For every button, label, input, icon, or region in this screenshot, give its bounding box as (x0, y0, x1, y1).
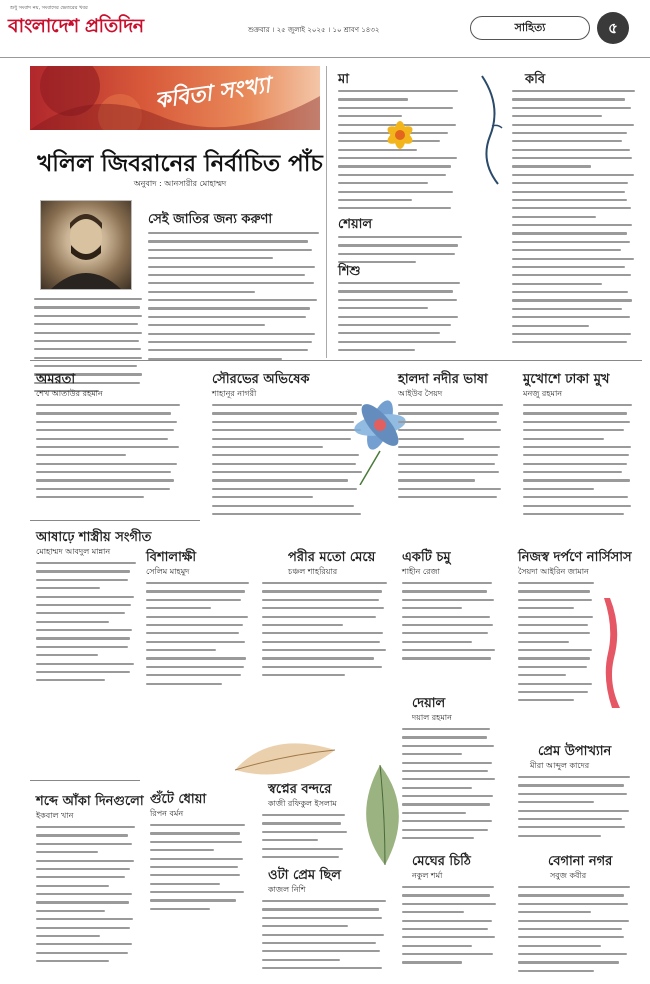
poem-body (518, 776, 636, 843)
poem-author: সৈয়দা আইরিন জামান (518, 567, 589, 576)
face-illustration (472, 66, 512, 186)
banner-title: কবিতা সংখ্যা (153, 72, 272, 114)
dateline: শুক্রবার । ২৫ জুলাই ২০২৫ । ১০ শ্রাবণ ১৪৩২ (248, 26, 380, 34)
feature-title: খলিল জিবরানের নির্বাচিত পাঁচ (37, 151, 323, 177)
section-label: সাহিত্য (470, 16, 590, 40)
poem-body (402, 728, 502, 845)
poem-body (262, 900, 392, 975)
poem-body (518, 886, 636, 978)
poem-author: মোহাম্মদ আবদুল মান্নান (36, 547, 111, 556)
poem-body (338, 282, 466, 357)
poem-body (398, 404, 508, 505)
portrait-figure (41, 201, 131, 289)
poem-author: সেলিম মাহমুদ (146, 567, 190, 576)
poem-author: চঞ্চল শাহরিয়ার (288, 567, 338, 576)
poem-body (150, 824, 250, 916)
poem-body (518, 582, 598, 708)
poem-body (146, 582, 254, 691)
poem-body (402, 582, 502, 666)
poem-body (36, 826, 140, 968)
poem-title: দেয়াল (412, 696, 446, 711)
poem-title: অমরতা (36, 372, 76, 387)
author-portrait (40, 200, 132, 290)
poem-author: শাহানূর নাগরী (212, 389, 257, 398)
poem-title: পরীর মতো মেয়ে (288, 550, 376, 565)
newspaper-logo: বাংলাদেশ প্রতিদিন (8, 15, 144, 37)
poem-title: মুখোশে ঢাকা মুখ (523, 372, 610, 387)
poem-author: কাজল নিশি (268, 885, 306, 894)
poem-title: একটি চমু (402, 550, 451, 565)
poem-body (523, 404, 638, 521)
section-divider (30, 360, 642, 361)
poem-author: শেখ আতাউর রহমান (36, 389, 103, 398)
poem-body (262, 814, 352, 864)
section-divider (30, 520, 200, 521)
poem-author: কাজী রফিকুল ইসলাম (268, 799, 337, 808)
page-number: ৫ (597, 12, 629, 44)
section-divider (30, 780, 140, 781)
poem-author: ইকবাল খান (36, 811, 74, 820)
poem-body (36, 562, 140, 688)
poem-body (512, 90, 640, 350)
poem-author: মীরা আব্দুল কাদের (530, 761, 590, 770)
poem-title: শেয়াল (338, 217, 373, 232)
poem-author: মনজু রহমান (523, 389, 563, 398)
poem-body (262, 582, 392, 683)
poem-title: প্রেম উপাখ্যান (538, 744, 612, 759)
column-divider (326, 66, 327, 358)
poem-title: শিশু (338, 264, 361, 279)
poem-author: শাহীন রেজা (402, 567, 440, 576)
red-brush-stroke (604, 598, 628, 708)
poem-title: নিজস্ব দর্পণে নার্সিসাস (518, 550, 632, 565)
poem-title: ওটা প্রেম ছিল (268, 868, 341, 883)
poem-title: শব্দে আঁকা দিনগুলো (36, 794, 144, 809)
poem-title: হালদা নদীর ভাষা (398, 372, 488, 387)
poem-title: মা (338, 72, 349, 87)
translator-credit: অনুবাদ : আনসারীর মোহাম্মদ (133, 179, 227, 188)
poem-author: আইউব সৈয়দ (398, 389, 443, 398)
poem-body (402, 886, 502, 970)
poem-title: গুঁটে ধোয়া (150, 792, 207, 807)
yellow-flower-icon (375, 110, 425, 160)
poem-author: নকুল শর্মা (412, 871, 443, 880)
poem-author: দয়াল রহমান (412, 713, 452, 722)
poem-title: সেই জাতির জন্য করুণা (148, 212, 273, 227)
poem-title: সৌরভের অভিষেক (212, 372, 310, 387)
poem-body (148, 232, 326, 366)
poem-body (36, 404, 186, 505)
poem-author: সবুজ কবীর (550, 871, 587, 880)
poem-title: বিশালাক্ষী (146, 550, 197, 565)
poem-title: বেগানা নগর (548, 854, 613, 869)
poem-title: মেঘের চিঠি (412, 854, 471, 869)
poem-author: রিপন বর্মন (150, 809, 184, 818)
poem-title: স্বপ্নের বন্দরে (268, 782, 332, 797)
poem-title: আষাঢ়ে শাস্ত্রীয় সংগীত (36, 530, 152, 545)
poem-title: কবি (525, 72, 546, 87)
logo-tagline: শুধু সংবাদ নয়, সংবাদের ভেতরের খবর (10, 5, 88, 11)
